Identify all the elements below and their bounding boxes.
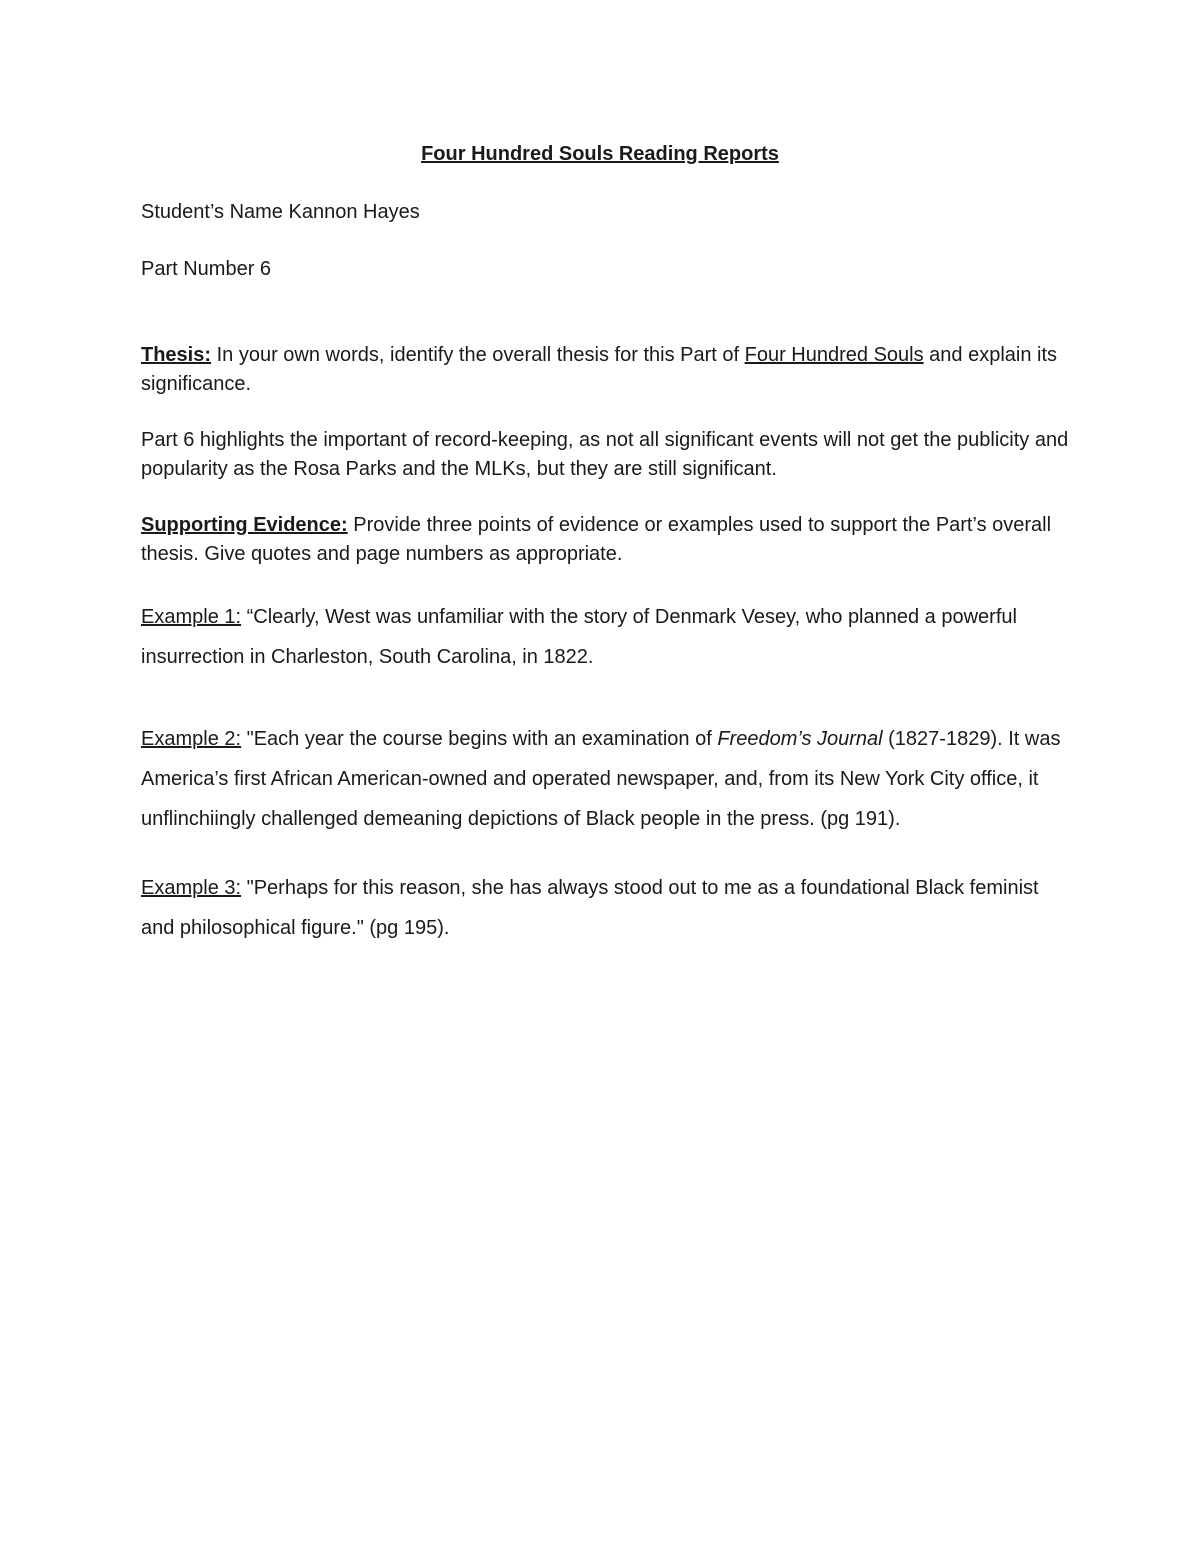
example-2-text-before: "Each year the course begins with an examination of bbox=[241, 728, 718, 750]
example-1-text: “Clearly, West was unfamiliar with the story of Denmark Vesey, who planned a powerful insurrection in Charleston, South Carolina, in 1822. bbox=[141, 606, 1017, 668]
page-title: Four Hundred Souls Reading Reports bbox=[421, 143, 779, 165]
thesis-prompt-end: and explain its significance. bbox=[141, 344, 1058, 395]
example-3-text: "Perhaps for this reason, she has always stood out to me as a foundational Black feminist and philosophical figure." (pg 195). bbox=[141, 877, 1039, 939]
document-body bbox=[141, 140, 1071, 948]
example-3-label: Example 3: bbox=[141, 877, 242, 899]
example-2 bbox=[141, 719, 1071, 839]
thesis-prompt-text: In your own words, identify the overall thesis for this Part of bbox=[211, 344, 745, 366]
book-title-reference: Four Hundred Souls bbox=[744, 344, 924, 366]
thesis-label: Thesis: bbox=[141, 344, 212, 366]
example-1 bbox=[141, 597, 1071, 677]
student-name-line: Student’s Name Kannon Hayes bbox=[141, 201, 420, 223]
evidence-label: Supporting Evidence: bbox=[141, 514, 348, 536]
example-2-journal-title: Freedom’s Journal bbox=[717, 728, 883, 750]
evidence-prompt bbox=[141, 511, 1071, 569]
example-2-text-after: (1827-1829). It was America’s first African American-owned and operated newspaper, and, from its New York City office, it unflinchiingly challenged demeaning depictions of Black people in the press. (pg 191). bbox=[141, 728, 1061, 830]
example-2-label: Example 2: bbox=[141, 728, 242, 750]
example-1-label: Example 1: bbox=[141, 606, 242, 628]
thesis-prompt bbox=[141, 341, 1071, 399]
example-3 bbox=[141, 868, 1071, 948]
evidence-prompt-text: Provide three points of evidence or examples used to support the Part’s overall thesis. Give quotes and page numbers as appropriate. bbox=[141, 514, 1052, 565]
part-number-line: Part Number 6 bbox=[141, 258, 272, 280]
thesis-answer: Part 6 highlights the important of record-keeping, as not all significant events will not get the publicity and popularity as the Rosa Parks and the MLKs, but they are still significant. bbox=[141, 429, 1069, 480]
